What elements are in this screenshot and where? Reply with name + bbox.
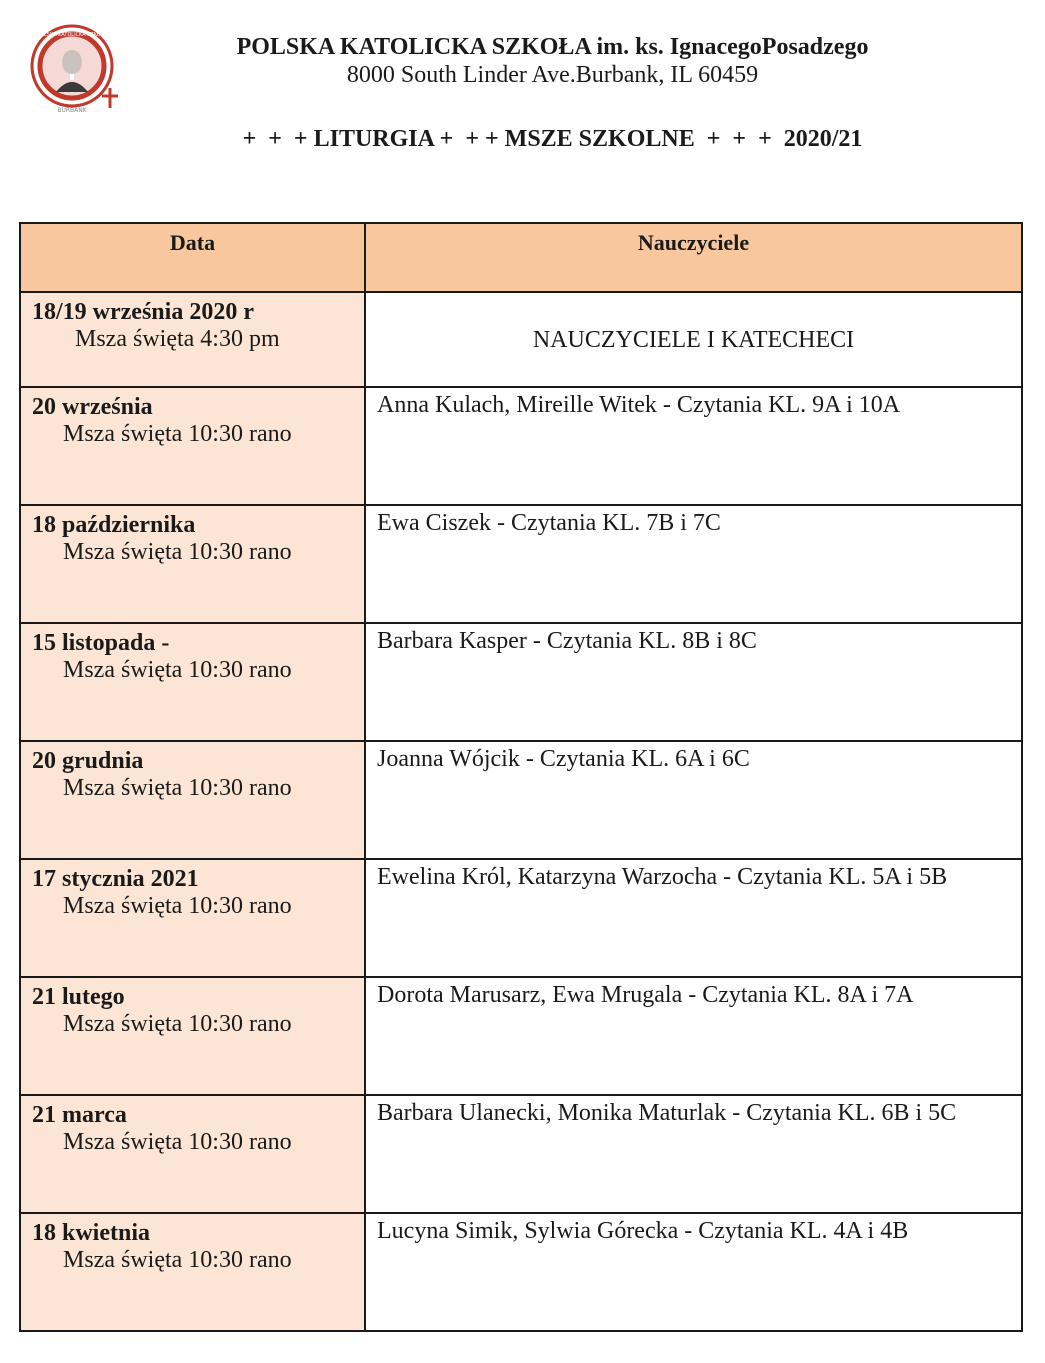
date-text: 18 października xyxy=(32,512,196,538)
teachers-cell: Ewa Ciszek - Czytania KL. 7B i 7C xyxy=(365,505,1022,623)
teachers-cell: Dorota Marusarz, Ewa Mrugala - Czytania KL. 8A i 7A xyxy=(365,977,1022,1095)
table-row xyxy=(20,859,1022,977)
table-row xyxy=(20,977,1022,1095)
date-text: 20 września xyxy=(32,394,153,420)
date-cell xyxy=(20,859,365,977)
teachers-cell: Barbara Kasper - Czytania KL. 8B i 8C xyxy=(365,623,1022,741)
date-cell xyxy=(20,1095,365,1213)
mass-time: Msza święta 10:30 rano xyxy=(63,1247,292,1273)
mass-time: Msza święta 4:30 pm xyxy=(75,326,280,352)
school-address: 8000 South Linder Ave.Burbank, IL 60459 xyxy=(346,62,759,88)
header-date: Data xyxy=(20,223,365,292)
schedule-title: + + + LITURGIA + + + MSZE SZKOLNE + + + 2020/21 xyxy=(242,126,863,152)
table-row xyxy=(20,1095,1022,1213)
school-seal-icon xyxy=(28,22,120,114)
table-row xyxy=(20,505,1022,623)
schedule-table xyxy=(19,222,1023,1332)
teachers-cell: Ewelina Król, Katarzyna Warzocha - Czytania KL. 5A i 5B xyxy=(365,859,1022,977)
date-cell xyxy=(20,623,365,741)
table-row xyxy=(20,387,1022,505)
date-text: 18 kwietnia xyxy=(32,1220,151,1246)
date-cell xyxy=(20,292,365,387)
table-row xyxy=(20,741,1022,859)
teachers-cell: Joanna Wójcik - Czytania KL. 6A i 6C xyxy=(365,741,1022,859)
mass-time: Msza święta 10:30 rano xyxy=(63,1011,292,1037)
header-teachers: Nauczyciele xyxy=(365,223,1022,292)
date-text: 20 grudnia xyxy=(32,748,144,774)
mass-time: Msza święta 10:30 rano xyxy=(63,421,292,447)
date-text: 21 lutego xyxy=(32,984,125,1010)
teachers-cell: Barbara Ulanecki, Monika Maturlak - Czytania KL. 6B i 5C xyxy=(365,1095,1022,1213)
teachers-cell: NAUCZYCIELE I KATECHECI xyxy=(365,292,1022,387)
logo-bottom-text: BURBANK xyxy=(57,107,87,114)
mass-time: Msza święta 10:30 rano xyxy=(63,1129,292,1155)
table-row xyxy=(20,292,1022,387)
table-header-row xyxy=(20,223,1022,292)
table-row xyxy=(20,1213,1022,1331)
table-row xyxy=(20,623,1022,741)
mass-time: Msza święta 10:30 rano xyxy=(63,657,292,683)
teachers-cell: Anna Kulach, Mireille Witek - Czytania KL. 9A i 10A xyxy=(365,387,1022,505)
mass-time: Msza święta 10:30 rano xyxy=(63,539,292,565)
date-text: 21 marca xyxy=(32,1102,127,1128)
teachers-cell: Lucyna Simik, Sylwia Górecka - Czytania KL. 4A i 4B xyxy=(365,1213,1022,1331)
date-cell xyxy=(20,505,365,623)
mass-time: Msza święta 10:30 rano xyxy=(63,775,292,801)
date-text: 15 listopada - xyxy=(32,630,170,656)
date-cell xyxy=(20,741,365,859)
date-cell xyxy=(20,977,365,1095)
date-text: 18/19 września 2020 r xyxy=(32,299,254,325)
date-cell xyxy=(20,1213,365,1331)
date-text: 17 stycznia 2021 xyxy=(32,866,199,892)
logo-ring-text: POLSKA KATOLICKA SZKOŁA xyxy=(36,32,108,38)
mass-time: Msza święta 10:30 rano xyxy=(63,893,292,919)
school-name: POLSKA KATOLICKA SZKOŁA im. ks. IgnacegoPosadzego xyxy=(236,34,869,60)
date-cell xyxy=(20,387,365,505)
